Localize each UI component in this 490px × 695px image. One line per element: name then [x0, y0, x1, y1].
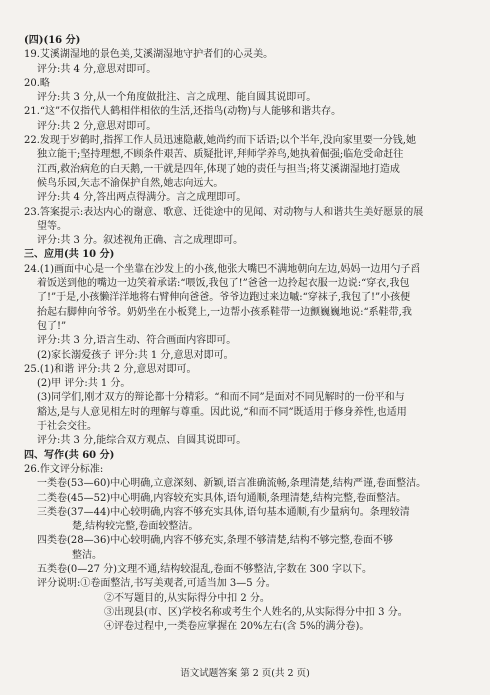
section-heading: (四)(16 分) [24, 35, 81, 46]
text-line: 评分:共 4 分,意思对即可。 [37, 63, 157, 75]
text-line: 23.答案提示:表达内心的谢意、歌意、迁徙途中的见闻、对动物与人和谐共生美好愿景的展 [24, 206, 424, 218]
text-line: 江西,救治病危的白天鹅,一干就是四年,体现了她的责任与担当;将艾溪湖湿地打造成 [37, 163, 400, 175]
text-line: 评分说明:①卷面整洁,书写美观者,可适当加 3—5 分。 [37, 578, 276, 590]
text-line: 21.“这”不仅指代人鹤相伴相依的生活,还指鸟(动物)与人能够和谐共存。 [24, 106, 342, 118]
text-line: 三类卷(37—44)中心较明确,内容不够充实具体,语句基本通顺,有少量病句。条理较清 [37, 506, 410, 518]
text-line: 包了!” [37, 320, 67, 332]
text-line: (2)甲 评分:共 1 分。 [37, 378, 131, 390]
section-heading: 四、写作(共 60 分) [24, 449, 115, 461]
text-line: 20.略 [24, 77, 50, 89]
text-line: 一类卷(53—60)中心明确,立意深刻、新颖,语言准确流畅,条理清楚,结构严谨,卷面整洁。 [37, 478, 427, 490]
text-line: 25.(1)和谐 评分:共 2 分,意思对即可。 [24, 363, 197, 375]
text-line: 五类卷(0—27 分)文理不通,结构较混乱,卷面不够整洁,字数在 300 字以下。 [37, 563, 373, 575]
text-line: ②不写题目的,从实际得分中扣 2 分。 [104, 592, 270, 604]
text-line: 评分:共 3 分。叙述视角正确、言之成理即可。 [37, 235, 244, 247]
text-line: 评分:共 3 分,能综合双方观点、自圆其说即可。 [37, 435, 247, 447]
text-line: (2)家长溺爱孩子 评分:共 1 分,意思对即可。 [37, 349, 234, 361]
page-footer: 语文试题答案 第 2 页(共 2 页) [180, 668, 310, 679]
text-line: 26.作文评分标准: [24, 463, 104, 475]
answer-content [24, 34, 464, 634]
text-line: 候鸟乐园,矢志不渝保护自然,她志向远大。 [37, 177, 224, 189]
text-line: 评分:共 3 分,从一个角度做批注、言之成理、能自圆其说即可。 [37, 92, 317, 104]
text-line: 22.发现于岁鹤时,指挥工作人员迅速隐蔽,她尚约而下话语;以个半年,没向家里要一分钱,她 [24, 135, 416, 147]
text-line: 24.(1)画面中心是一个坐靠在沙发上的小孩,他张大嘴巴不满地朝向左边,妈妈一边用勺子舀 [24, 263, 421, 275]
text-line: 评分:共 2 分,意思对即可。 [37, 120, 157, 132]
text-line: 抬起右脚伸向爷爷。奶奶坐在小板凳上,一边帮小孩系鞋带一边颤巍巍地说:“系鞋带,我 [37, 306, 412, 318]
text-line: 豁达,是与人意见相左时的理解与尊重。因此说,“和而不同”既适用于修身养性,也适用 [37, 406, 407, 418]
section-heading: 三、应用(共 10 分) [24, 249, 115, 261]
text-line: 独立能干;坚持理想,不顾条件艰苦、质疑批评,拜师学养鸟,她执着倔强;临危受命赶往 [37, 149, 404, 161]
text-line: 19.艾溪湖湿地的景色美,艾溪湖湿地守护者们的心灵美。 [24, 49, 274, 61]
text-line: 评分:共 3 分,语言生动、符合画面内容即可。 [37, 335, 237, 347]
text-line: 二类卷(45—52)中心明确,内容较充实具体,语句通顺,条理清楚,结构完整,卷面整洁。 [37, 492, 407, 504]
text-line: 楚,结构较完整,卷面较整洁。 [72, 521, 199, 533]
text-line: 于社会交往。 [37, 421, 97, 433]
text-line: 整洁。 [72, 549, 102, 561]
text-line: 着饭送到他的嘴边一边笑着承诺:“喂饭,我包了!”爸爸一边拎起衣服一边说:“穿衣,我包 [37, 278, 410, 290]
text-line: ③出现县(市、区)学校名称或考生个人姓名的,从实际得分中扣 3 分。 [104, 606, 408, 618]
text-line: 了!”于是,小孩懒洋洋地将右臂伸向爸爸。爷爷边跑过来边嘁:“穿袜子,我包了!”小孩便 [37, 292, 411, 304]
text-line: 四类卷(28—36)中心较明确,内容不够充实,条理不够清楚,结构不够完整,卷面不够 [37, 535, 393, 547]
text-line: (3)同学们,刚才双方的辩论都十分精彩。“和而不同”是面对不同见解时的一份平和与 [37, 392, 405, 404]
text-line: 评分:共 4 分,答出两点得满分。言之成理即可。 [37, 192, 247, 204]
text-line: ④评卷过程中,一类卷应掌握在 20%左右(含 5%的满分卷)。 [104, 621, 370, 633]
text-line: 望等。 [37, 220, 67, 232]
